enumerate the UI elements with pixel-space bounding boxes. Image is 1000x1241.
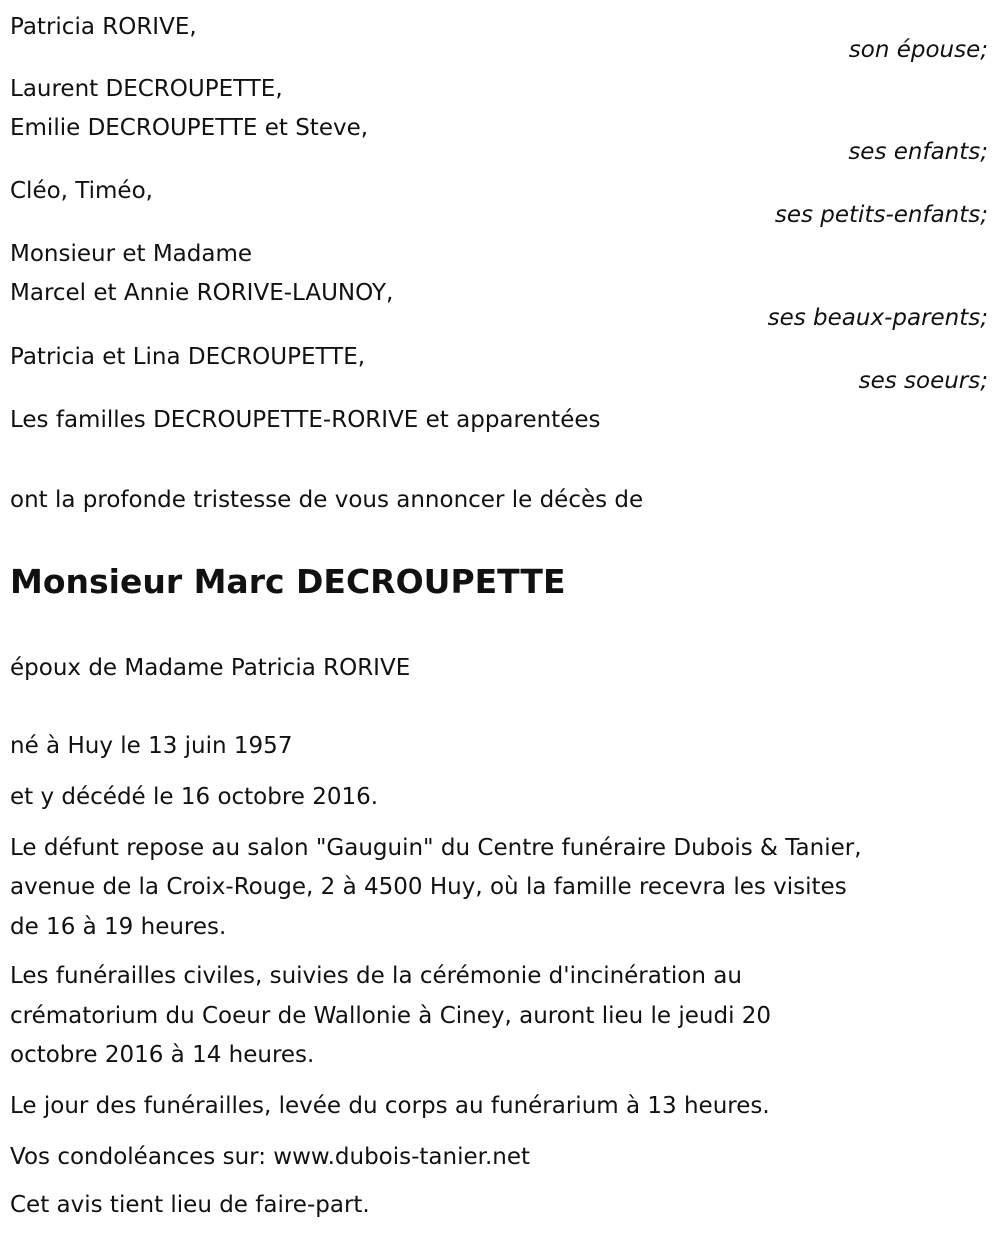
family-name: Patricia RORIVE, (10, 14, 197, 40)
paragraph-line: Les funérailles civiles, suivies de la cérémonie d'incinération au (10, 963, 742, 989)
family-relation: ses enfants; (848, 139, 988, 165)
paragraph-line: avenue de la Croix-Rouge, 2 à 4500 Huy, où la famille recevra les visites (10, 874, 847, 900)
birth-line: né à Huy le 13 juin 1957 (10, 733, 293, 759)
paragraph-line: crématorium du Coeur de Wallonie à Ciney, auront lieu le jeudi 20 (10, 1003, 772, 1029)
family-name: Les familles DECROUPETTE-RORIVE et apparentées (10, 407, 601, 433)
family-name: Cléo, Timéo, (10, 178, 153, 204)
deceased-name: Monsieur Marc DECROUPETTE (10, 562, 566, 601)
family-name: Patricia et Lina DECROUPETTE, (10, 344, 366, 370)
family-relation: ses beaux-parents; (767, 305, 988, 331)
paragraph-line: Cet avis tient lieu de faire-part. (10, 1192, 370, 1218)
family-name: Emilie DECROUPETTE et Steve, (10, 115, 369, 141)
family-name: Laurent DECROUPETTE, (10, 76, 283, 102)
family-name: Monsieur et Madame (10, 241, 253, 267)
spouse-line: époux de Madame Patricia RORIVE (10, 655, 411, 681)
family-name: Marcel et Annie RORIVE-LAUNOY, (10, 280, 394, 306)
paragraph-line: Le défunt repose au salon "Gauguin" du Centre funéraire Dubois & Tanier, (10, 835, 862, 861)
family-relation: ses petits-enfants; (774, 202, 988, 228)
paragraph-line: de 16 à 19 heures. (10, 914, 227, 940)
paragraph-line: octobre 2016 à 14 heures. (10, 1042, 315, 1068)
family-relation: ses soeurs; (858, 368, 988, 394)
family-relation: son épouse; (848, 37, 988, 63)
death-line: et y décédé le 16 octobre 2016. (10, 784, 379, 810)
condolences-line: Vos condoléances sur: www.dubois-tanier.net (10, 1144, 531, 1170)
announcement: ont la profonde tristesse de vous annoncer le décès de (10, 487, 644, 513)
paragraph-line: Le jour des funérailles, levée du corps au funérarium à 13 heures. (10, 1093, 770, 1119)
